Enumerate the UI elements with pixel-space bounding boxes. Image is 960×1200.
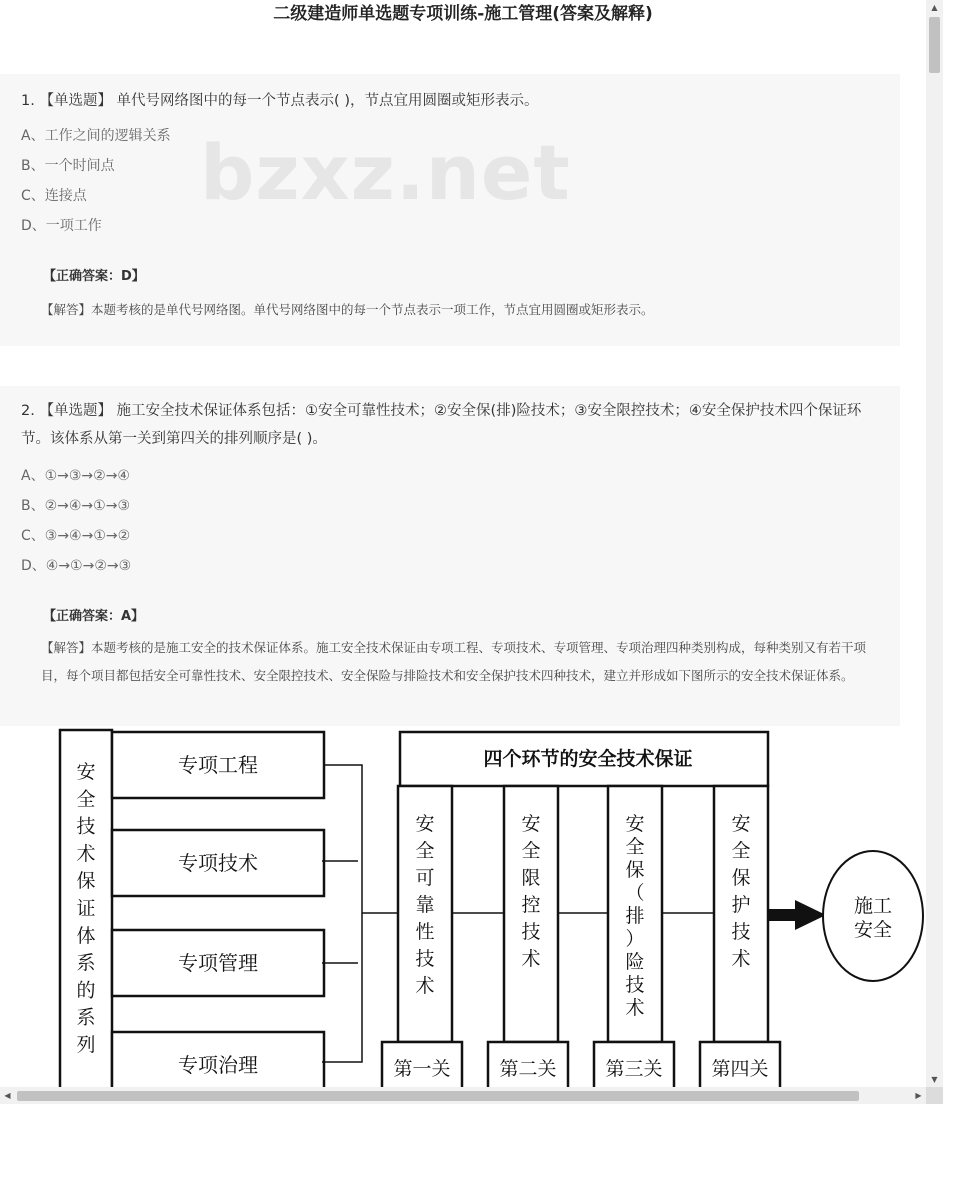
gate-label: 第四关	[711, 1058, 769, 1080]
column-char: 术	[521, 948, 541, 970]
column-char: 安	[625, 813, 645, 835]
correct-answer: 【正确答案：A】	[43, 609, 145, 624]
category-label: 专项工程	[178, 753, 258, 777]
left-title-char: 术	[76, 842, 96, 865]
explanation: 【解答】本题考核的是单代号网络图。单代号网络图中的每一个节点表示一项工作，节点宜用圆圈或矩形表示。	[41, 302, 654, 317]
left-title-char: 的	[76, 979, 96, 1002]
safety-system-diagram	[0, 718, 926, 1087]
gate-label: 第三关	[605, 1058, 663, 1080]
column-char: 术	[415, 975, 435, 997]
column-char: 靠	[415, 894, 435, 916]
column-char: 术	[625, 997, 645, 1019]
column-char: 安	[521, 813, 541, 835]
left-title-char: 安	[76, 761, 96, 783]
column-char: （	[625, 882, 645, 904]
left-title-char: 技	[76, 815, 96, 838]
scroll-left-icon[interactable]: ◀	[4, 1091, 11, 1100]
result-line-1: 施工	[853, 895, 893, 917]
scrollbar-corner	[926, 1087, 943, 1104]
column-char: 护	[731, 894, 751, 916]
column-char: 排	[625, 905, 645, 927]
column-char: ）	[625, 928, 645, 950]
column-char: 险	[625, 951, 645, 973]
column-char: 可	[415, 867, 435, 889]
column-char: 术	[731, 948, 751, 970]
column-char: 全	[731, 840, 751, 862]
left-title-char: 系	[76, 1006, 96, 1029]
diagram-svg	[0, 718, 926, 1087]
column-char: 安	[415, 813, 435, 835]
column-char: 安	[731, 813, 751, 835]
technique-columns	[398, 786, 768, 1042]
question-stem: 1. 【单选题】 单代号网络图中的每一个节点表示( )，节点宜用圆圈或矩形表示。	[21, 93, 539, 109]
horizontal-scrollbar[interactable]	[0, 1087, 926, 1104]
arrow-icon	[767, 900, 826, 930]
column-char: 控	[521, 894, 541, 916]
column-char: 全	[625, 836, 645, 858]
category-boxes	[112, 732, 324, 1087]
explanation: 【解答】本题考核的是施工安全的技术保证体系。施工安全技术保证由专项工程、专项技术、专项管理、专项治理四种类别构成，每种类别又有若干项目，每个项目都包括安全可靠性技术、安全限控技术、安全保险与排险技术和安全保护技术四种技术，建立并形成如下图所示的安全技术保证体系。	[41, 640, 867, 683]
option-c[interactable]: C、③→④→①→②	[21, 528, 131, 544]
result-line-2: 安全	[853, 919, 893, 941]
option-d[interactable]: D、一项工作	[21, 218, 102, 234]
left-title-char: 证	[76, 897, 96, 920]
column-char: 全	[521, 840, 541, 862]
gate-label: 第二关	[499, 1058, 557, 1080]
question-stem: 2. 【单选题】 施工安全技术保证体系包括：①安全可靠性技术；②安全保(排)险技术；③安全限控技术；④安全保护技术四个保证环节。该体系从第一关到第四关的排列顺序是( )。	[21, 403, 862, 447]
option-b[interactable]: B、一个时间点	[21, 158, 115, 174]
category-label: 专项治理	[178, 1053, 258, 1077]
column-char: 性	[415, 921, 435, 943]
option-c[interactable]: C、连接点	[21, 188, 87, 204]
category-label: 专项管理	[178, 951, 258, 975]
watermark: bzxz.net	[200, 128, 571, 217]
column-char: 全	[415, 840, 435, 862]
left-title-char: 系	[76, 952, 96, 975]
scroll-down-icon[interactable]: ▼	[931, 1075, 938, 1084]
correct-answer: 【正确答案：D】	[43, 269, 145, 284]
gate-boxes	[382, 1042, 780, 1087]
column-char: 限	[521, 867, 541, 889]
option-d[interactable]: D、④→①→②→③	[21, 558, 132, 574]
column-char: 保	[731, 867, 751, 889]
scroll-right-icon[interactable]: ▶	[915, 1091, 922, 1100]
column-char: 技	[521, 921, 541, 943]
option-b[interactable]: B、②→④→①→③	[21, 498, 130, 514]
left-title-char: 全	[76, 788, 96, 811]
scrollbar-thumb[interactable]	[17, 1091, 859, 1101]
left-title	[76, 761, 95, 1056]
column-char: 技	[731, 921, 751, 943]
left-title-char: 保	[76, 870, 96, 893]
left-title-char: 列	[76, 1034, 96, 1056]
left-title-char: 体	[76, 924, 96, 947]
question-card-2	[0, 386, 900, 726]
scrollbar-thumb[interactable]	[929, 17, 940, 73]
column-char: 技	[415, 948, 435, 970]
page-title: 二级建造师单选题专项训练-施工管理(答案及解释)	[273, 4, 653, 24]
column-char: 技	[625, 974, 645, 996]
gate-label: 第一关	[393, 1058, 451, 1080]
option-a[interactable]: A、工作之间的逻辑关系	[21, 128, 171, 144]
scroll-up-icon[interactable]: ▲	[931, 3, 938, 12]
header-label: 四个环节的安全技术保证	[483, 748, 693, 770]
vertical-scrollbar[interactable]	[926, 0, 943, 1087]
category-label: 专项技术	[178, 851, 258, 875]
option-a[interactable]: A、①→③→②→④	[21, 468, 130, 484]
column-char: 保	[625, 859, 645, 881]
